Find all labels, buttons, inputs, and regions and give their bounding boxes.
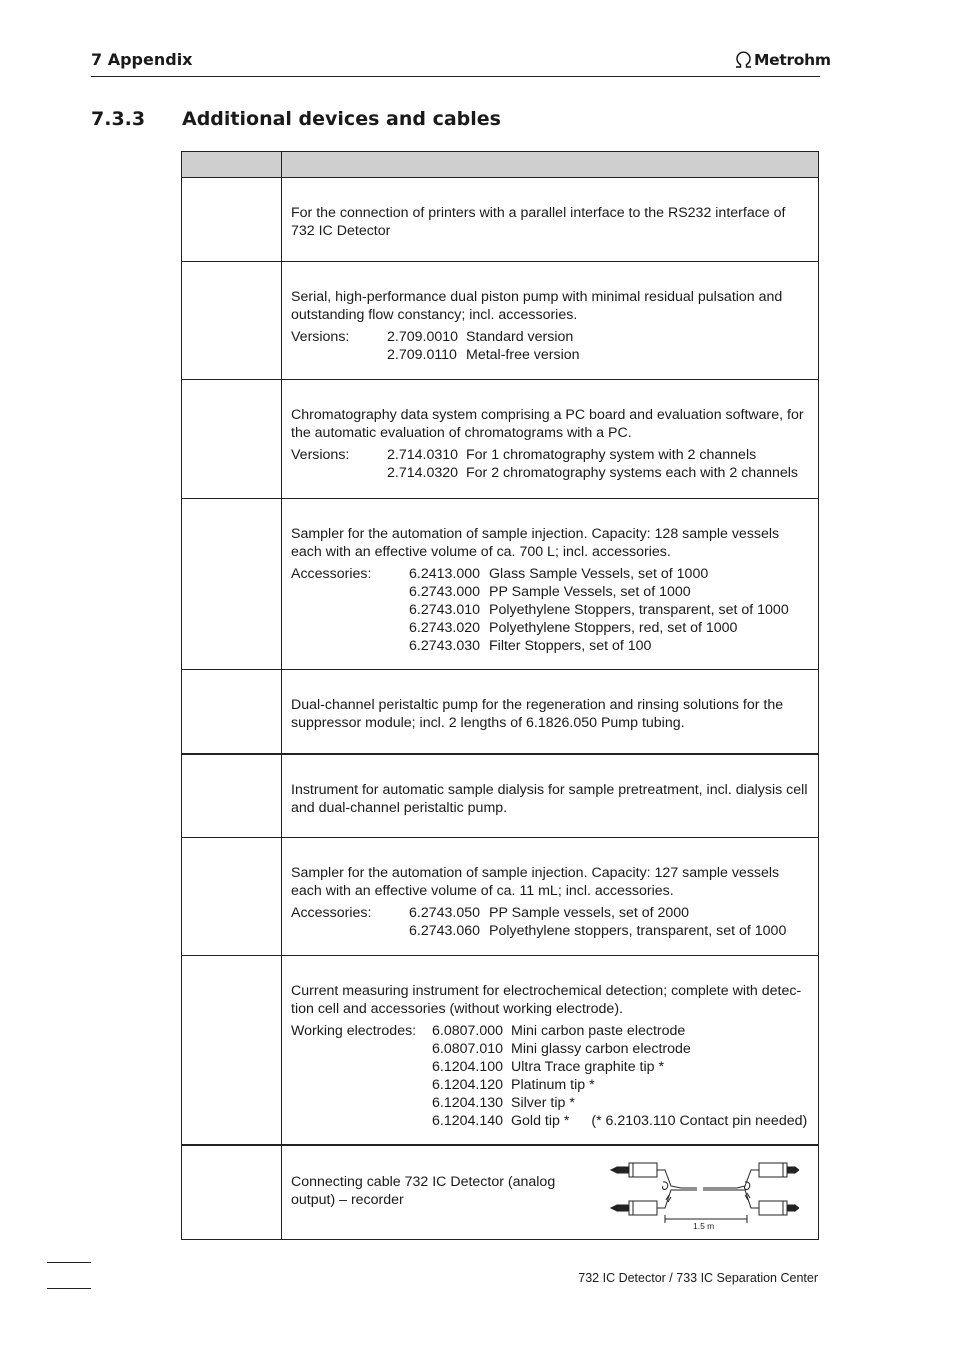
row-description: Instrument for automatic sample dialysis for sample pretreatment, incl. dialysis cell and dual-channel peristaltic pump. [291, 782, 808, 816]
brand-name: Metrohm [754, 51, 831, 69]
part-number: 6.2743.050 [409, 905, 481, 922]
accessories-label: Accessories: [291, 566, 372, 583]
part-number: 6.2413.000 [409, 566, 481, 583]
part-number: 2.714.0320 [387, 465, 459, 482]
part-description: Mini carbon paste electrode [511, 1023, 686, 1040]
table-row [182, 261, 818, 379]
table-row [182, 753, 818, 837]
part-number: 6.2743.060 [409, 923, 481, 940]
part-description: PP Sample Vessels, set of 1000 [489, 584, 691, 601]
section-number: 7.3.3 [91, 108, 146, 130]
versions-label: Versions: [291, 447, 350, 464]
electrodes-label: Working electrodes: [291, 1023, 417, 1040]
chapter-heading: 7 Appendix [91, 50, 193, 69]
row-description: Current measuring instrument for electrochemical detection; complete with detec-tion cell and accessories (without working electrode). [291, 983, 802, 1017]
omega-logo-icon [734, 51, 753, 69]
devices-table [181, 151, 819, 1240]
footer-rule [47, 1288, 91, 1289]
header-rule [91, 76, 820, 77]
electrodes-list [291, 1023, 810, 1131]
part-number: 6.0807.010 [432, 1041, 504, 1058]
table-row [182, 955, 818, 1144]
part-description: Mini glassy carbon electrode [511, 1041, 691, 1058]
accessories-list [291, 566, 810, 656]
row-description: Serial, high-performance dual piston pump with minimal residual pulsation and outstanding flow constancy; incl. accessories. [291, 289, 783, 323]
part-number: 6.2743.000 [409, 584, 481, 601]
table-header [182, 152, 818, 178]
part-description: Polyethylene stoppers, transparent, set of 1000 [489, 923, 787, 940]
part-number: 6.2743.010 [409, 602, 481, 619]
accessories-list [291, 905, 810, 941]
brand-logo [734, 50, 831, 70]
section-title: Additional devices and cables [182, 108, 501, 130]
part-description: Standard version [466, 329, 574, 346]
row-description: Connecting cable 732 IC Detector (analog output) – recorder [291, 1174, 556, 1208]
versions-label: Versions: [291, 329, 350, 346]
row-description: Chromatography data system comprising a PC board and evaluation software, for the automatic evaluation of chromatograms with a PC. [291, 407, 804, 441]
versions-list [291, 329, 810, 365]
part-description: For 1 chromatography system with 2 channels [466, 447, 757, 464]
part-description: Gold tip * [511, 1113, 570, 1130]
part-description: PP Sample vessels, set of 2000 [489, 905, 690, 922]
section-heading [91, 108, 501, 130]
part-number: 6.1204.120 [432, 1077, 504, 1094]
cable-length-label: 1.5 m [693, 1221, 715, 1231]
footer-rule [47, 1262, 91, 1263]
table-row [182, 669, 818, 753]
part-description: Filter Stoppers, set of 100 [489, 638, 652, 655]
table-row [182, 837, 818, 955]
footer-document-title: 732 IC Detector / 733 IC Separation Center [578, 1271, 818, 1285]
part-description: Polyethylene Stoppers, transparent, set of 1000 [489, 602, 789, 619]
row-description: For the connection of printers with a parallel interface to the RS232 interface of 732 IC Detector [291, 205, 786, 239]
part-number: 2.709.0010 [387, 329, 459, 346]
versions-list [291, 447, 810, 483]
part-number: 6.1204.140 [432, 1113, 504, 1130]
part-description: Platinum tip * [511, 1077, 595, 1094]
row-description: Dual-channel peristaltic pump for the regeneration and rinsing solutions for the suppressor module; incl. 2 lengths of 6.1826.050 Pump tubing. [291, 697, 784, 731]
part-number: 6.1204.130 [432, 1095, 504, 1112]
part-number: 6.0807.000 [432, 1023, 504, 1040]
part-description: Glass Sample Vessels, set of 1000 [489, 566, 709, 583]
table-row [182, 379, 818, 498]
row-description: Sampler for the automation of sample injection. Capacity: 127 sample vessels each with an effective volume of ca. 11 mL; incl. accessories. [291, 865, 780, 899]
part-description: Polyethylene Stoppers, red, set of 1000 [489, 620, 738, 637]
part-description: Silver tip * [511, 1095, 575, 1112]
part-number: 6.2743.020 [409, 620, 481, 637]
part-number: 6.1204.100 [432, 1059, 504, 1076]
accessories-label: Accessories: [291, 905, 372, 922]
footnote-note: (* 6.2103.110 Contact pin needed) [591, 1113, 808, 1130]
row-description: Sampler for the automation of sample injection. Capacity: 128 sample vessels each with an effective volume of ca. 700 L; incl. accessories. [291, 526, 780, 560]
part-description: Ultra Trace graphite tip * [511, 1059, 664, 1076]
table-row [182, 498, 818, 669]
part-description: Metal-free version [466, 347, 580, 364]
part-number: 2.709.0110 [387, 347, 457, 364]
part-number: 6.2743.030 [409, 638, 481, 655]
part-description: For 2 chromatography systems each with 2 channels [466, 465, 798, 482]
table-row [182, 178, 818, 261]
cable-diagram [609, 1159, 799, 1231]
part-number: 2.714.0310 [387, 447, 459, 464]
table-row [182, 1144, 818, 1239]
